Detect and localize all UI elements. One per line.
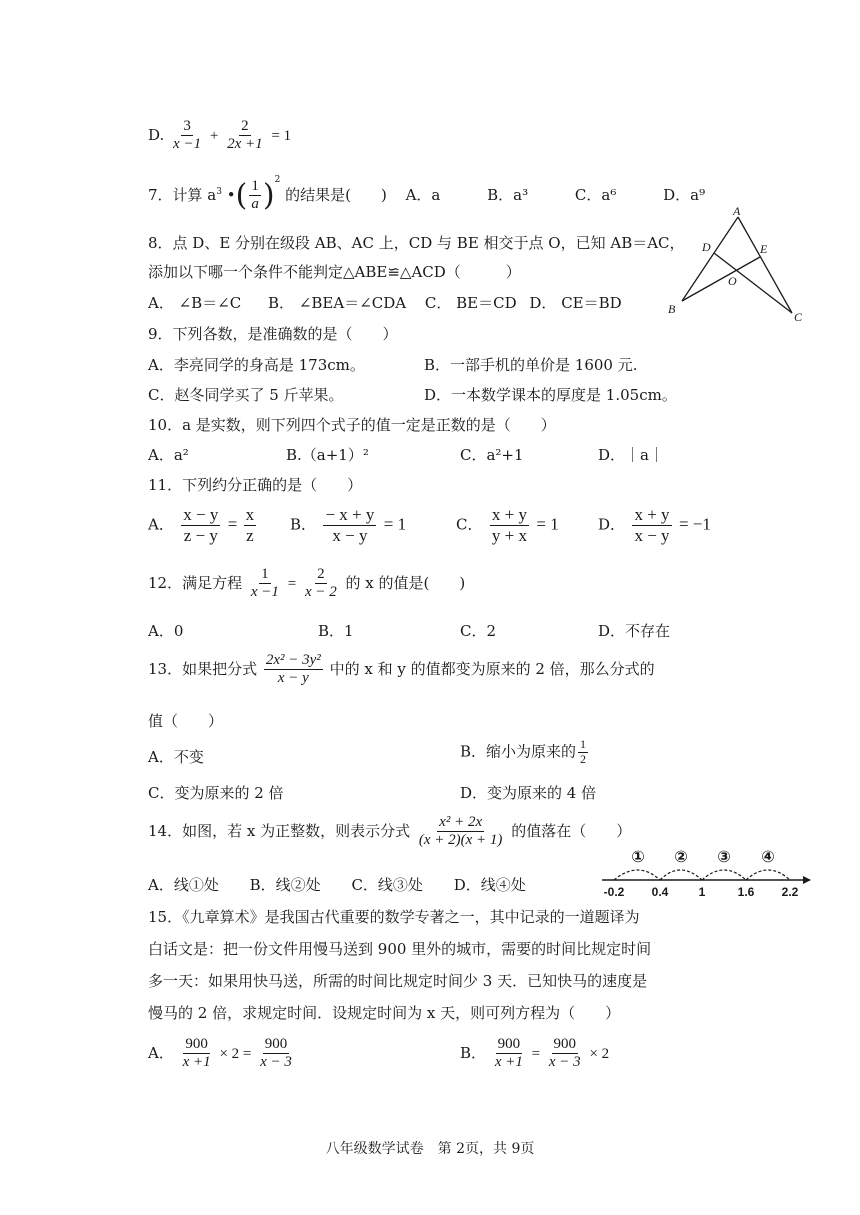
option-label: D. xyxy=(148,125,165,144)
q11-option-b xyxy=(290,505,406,545)
option-label: D． xyxy=(598,515,626,534)
q14-option-b: B．线②处 xyxy=(249,876,321,894)
q11-stem: 11．下列约分正确的是（ ） xyxy=(148,476,363,494)
q8-option-c: C． BE＝CD xyxy=(424,294,517,312)
numerator: 2 xyxy=(239,118,251,136)
q14-stem: 14．如图，若 x 为正整数，则表示分式 xyxy=(148,821,411,840)
label-b: B xyxy=(668,302,676,316)
denominator: x −1 xyxy=(173,136,202,153)
q12-option-d: D．不存在 xyxy=(598,622,671,640)
numerator: x² + 2x xyxy=(437,814,484,832)
fraction xyxy=(249,566,281,602)
numerator: 900 xyxy=(496,1036,523,1054)
q10-option-d: D．｜a｜ xyxy=(598,446,664,464)
equals: = xyxy=(227,514,242,534)
exponent: 3 xyxy=(216,186,222,197)
rhs: = 1 xyxy=(271,127,292,144)
q15-line1: 15．《九章算术》是我国古代重要的数学专著之一，其中记录的一道题译为 xyxy=(148,908,640,926)
tick-label: -0.2 xyxy=(603,885,625,899)
arc-4 xyxy=(746,870,790,880)
option-label: A． xyxy=(148,515,174,534)
q8-line1: 8．点 D、E 分别在级段 AB、AC 上，CD 与 BE 相交于点 O，已知 AB＝AC， xyxy=(148,234,685,252)
fraction xyxy=(249,178,261,214)
denominator: y + x xyxy=(491,525,527,545)
operator: + xyxy=(209,127,219,144)
q10-stem: 10．a 是实数，则下列四个式子的值一定是正数的是（ ） xyxy=(148,416,556,434)
tick-label: 0.4 xyxy=(651,885,669,899)
numerator: x − y xyxy=(183,505,219,524)
label-a: A xyxy=(733,204,741,218)
equals: = xyxy=(287,575,297,592)
q15-option-a xyxy=(148,1036,296,1072)
question-12 xyxy=(148,566,465,602)
q11-option-a xyxy=(148,505,258,545)
q7-option-a: A．a xyxy=(405,185,441,204)
q12-stem: 12．满足方程 xyxy=(148,573,243,592)
segment-cd xyxy=(714,253,792,313)
denominator: x − 3 xyxy=(260,1054,292,1071)
denominator: (x + 2)(x + 1) xyxy=(418,832,503,849)
numerator: 900 xyxy=(263,1036,290,1054)
numerator: 900 xyxy=(183,1036,210,1054)
numerator: 1 xyxy=(580,737,587,751)
arc-3 xyxy=(702,870,746,880)
mark-3: ③ xyxy=(717,847,731,866)
label-d: D xyxy=(702,240,711,254)
denominator: z xyxy=(246,525,254,545)
denominator: x − 3 xyxy=(548,1054,581,1071)
arc-2 xyxy=(660,870,702,880)
q14-option-d: D．线④处 xyxy=(453,876,526,894)
dot-operator: • xyxy=(226,185,236,204)
numerator: 3 xyxy=(181,118,193,136)
fraction xyxy=(258,1036,294,1072)
numerator: − x + y xyxy=(325,505,375,524)
q9-option-c: C．赵冬同学买了 5 斤苹果。 xyxy=(148,386,344,404)
denominator: z − y xyxy=(183,525,218,545)
numerator: 1 xyxy=(249,178,261,196)
fraction xyxy=(578,738,588,767)
fraction xyxy=(490,505,529,545)
page-footer: 八年级数学试卷 第 2页，共 9页 xyxy=(325,1141,535,1157)
denominator: 2x +1 xyxy=(227,136,263,153)
tick-label: 1.6 xyxy=(737,885,755,899)
equals: = xyxy=(531,1045,541,1062)
q14-option-c: C．线③处 xyxy=(351,876,423,894)
q12-option-c: C．2 xyxy=(460,622,497,640)
left-paren: ( xyxy=(235,177,248,213)
q15-line3: 多一天：如果用快马送，所需的时间比规定时间少 3 天．已知快马的速度是 xyxy=(148,972,648,990)
q10-option-b: B.（a+1）² xyxy=(286,446,369,464)
q15-option-b xyxy=(460,1036,609,1072)
arc-1 xyxy=(614,870,660,880)
numerator: 900 xyxy=(552,1036,579,1054)
tick-label: 1 xyxy=(698,885,706,899)
q13-option-a: A．不变 xyxy=(148,748,204,766)
q8-options xyxy=(148,292,622,313)
question-14 xyxy=(148,814,631,850)
number-line-figure xyxy=(598,842,813,902)
fraction xyxy=(225,118,265,154)
fraction xyxy=(547,1036,583,1072)
exponent: 2 xyxy=(274,174,281,185)
question-13 xyxy=(148,652,655,688)
option-label: C． xyxy=(456,515,483,534)
numerator: x xyxy=(245,505,255,524)
q14-option-a: A．线①处 xyxy=(148,876,219,894)
denominator: x − 2 xyxy=(304,584,337,601)
fraction xyxy=(417,814,505,850)
numerator: x + y xyxy=(491,505,527,524)
label-c: C xyxy=(794,310,803,324)
q10-option-c: C．a²+1 xyxy=(460,446,524,464)
q8-line2: 添加以下哪一个条件不能判定△ABE≌△ACD（ ） xyxy=(148,263,521,281)
option-label: B． xyxy=(290,515,317,534)
numerator: 2x² − 3y² xyxy=(264,652,323,670)
denominator: 2 xyxy=(580,751,587,766)
q7-stem: 7．计算 a xyxy=(148,185,217,204)
q8-option-b: B． ∠BEA＝∠CDA xyxy=(268,294,407,312)
operator: × 2 xyxy=(589,1045,610,1062)
q10-option-a: A．a² xyxy=(148,446,189,464)
fraction xyxy=(264,652,323,688)
q14-tail: 的值落在（ ） xyxy=(511,821,632,840)
fraction xyxy=(171,118,203,154)
q13-stem: 13．如果把分式 xyxy=(148,659,258,678)
q13-option-d: D．变为原来的 4 倍 xyxy=(460,784,597,802)
q8-option-a: A． ∠B＝∠C xyxy=(148,294,242,312)
q13-option-b xyxy=(460,738,590,767)
numerator: x + y xyxy=(634,505,670,524)
q13-line2: 值（ ） xyxy=(148,712,224,730)
rhs: = 1 xyxy=(383,514,407,534)
denominator: x − y xyxy=(332,525,368,545)
q12-option-a: A．0 xyxy=(148,622,184,640)
q9-option-d: D．一本数学课本的厚度是 1.05cm。 xyxy=(424,386,677,404)
tick-label: 2.2 xyxy=(781,885,799,899)
rhs: = −1 xyxy=(678,514,711,534)
option-label: B． xyxy=(460,1043,487,1062)
fraction xyxy=(323,505,376,545)
denominator: x +1 xyxy=(182,1054,211,1071)
option-text: B．缩小为原来的 xyxy=(460,742,577,761)
mark-1: ① xyxy=(631,847,645,866)
q7-tail: 的结果是( ) xyxy=(285,185,387,204)
numerator: 1 xyxy=(259,566,271,584)
mark-4: ④ xyxy=(761,847,775,866)
q9-option-a: A．李亮同学的身高是 173cm。 xyxy=(148,356,365,374)
rhs: = 1 xyxy=(536,514,559,534)
operator: × 2 = xyxy=(219,1045,252,1062)
label-o: O xyxy=(728,274,737,288)
q9-stem: 9．下列各数，是准确数的是（ ） xyxy=(148,325,398,343)
q15-line2: 白话文是：把一份文件用慢马送到 900 里外的城市，需要的时间比规定时间 xyxy=(148,940,652,958)
q15-line4: 慢马的 2 倍，求规定时间．设规定时间为 x 天，则可列方程为（ ） xyxy=(148,1004,621,1022)
fraction xyxy=(244,505,257,545)
denominator: x − y xyxy=(277,670,309,687)
numerator: 2 xyxy=(315,566,327,584)
q11-option-c xyxy=(456,505,559,545)
q11-option-d xyxy=(598,505,711,545)
option-label: A． xyxy=(148,1043,174,1062)
question-7 xyxy=(148,174,706,214)
fraction xyxy=(493,1036,525,1072)
q13-option-c: C．变为原来的 2 倍 xyxy=(148,784,284,802)
fraction xyxy=(632,505,671,545)
fraction xyxy=(181,505,220,545)
arrow-icon xyxy=(803,876,811,884)
denominator: x − y xyxy=(634,525,670,545)
q12-option-b: B．1 xyxy=(318,622,354,640)
q7-option-c: C．a⁶ xyxy=(574,185,617,204)
q8-option-d: D． CE＝BD xyxy=(529,294,622,312)
denominator: x −1 xyxy=(250,584,279,601)
mark-2: ② xyxy=(674,847,688,866)
denominator: a xyxy=(251,196,259,213)
q13-tail: 中的 x 和 y 的值都变为原来的 2 倍，那么分式的 xyxy=(329,659,655,678)
label-e: E xyxy=(760,242,768,256)
right-paren: ) xyxy=(262,177,275,213)
q7-option-b: B．a³ xyxy=(487,185,529,204)
fraction xyxy=(303,566,339,602)
q12-tail: 的 x 的值是( ) xyxy=(345,573,466,592)
fraction xyxy=(181,1036,213,1072)
q6-option-d xyxy=(148,118,291,154)
q14-options xyxy=(148,874,526,895)
triangle-figure xyxy=(660,204,810,324)
q7-option-d: D．a⁹ xyxy=(663,185,706,204)
denominator: x +1 xyxy=(494,1054,523,1071)
q9-option-b: B．一部手机的单价是 1600 元. xyxy=(424,356,638,374)
segment-ab xyxy=(682,217,738,301)
